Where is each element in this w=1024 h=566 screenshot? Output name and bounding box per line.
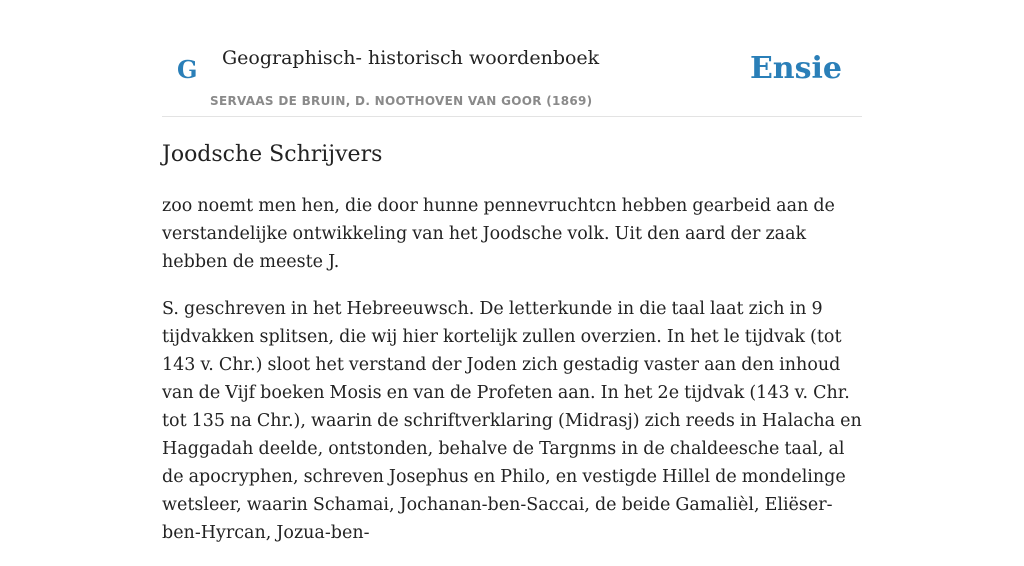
book-authors: SERVAAS DE BRUIN, D. NOOTHOVEN VAN GOOR (1869): [210, 94, 593, 108]
site-header: [162, 0, 862, 117]
entry-title: Joodsche Schrijvers: [162, 142, 383, 167]
ensie-brand-logo[interactable]: Ensie: [749, 51, 842, 86]
book-title-link[interactable]: Geographisch- historisch woordenboek: [222, 47, 600, 69]
book-logo-letter[interactable]: G: [177, 55, 198, 84]
entry-paragraph: S. geschreven in het Hebreeuwsch. De letterkunde in die taal laat zich in 9 tijdvakken splitsen, die wij hier kortelijk zullen overzien. In het le tijdvak (tot 143 v. Chr.) sloot het verstand der Joden zich gestadig vaster aan den inhoud van de Vijf boeken Mosis en van de Profeten aan. In het 2e tijdvak (143 v. Chr. tot 135 na Chr.), waarin de schriftverklaring (Midrasj) zich reeds in Halacha en Haggadah deelde, ontstonden, behalve de Targnms in de chaldeesche taal, al de apocryphen, schreven Josephus en Philo, en vestigde Hillel de mondelinge wetsleer, waarin Schamai, Jochanan-ben-Saccai, de beide Gamalièl, Eliëser-ben-Hyrcan, Jozua-ben-: [162, 299, 862, 543]
entry-paragraph: zoo noemt men hen, die door hunne pennevruchtcn hebben gearbeid aan de verstandelijke ontwikkeling van het Joodsche volk. Uit den aard der zaak hebben de meeste J.: [162, 196, 835, 272]
entry-content: [162, 192, 862, 566]
